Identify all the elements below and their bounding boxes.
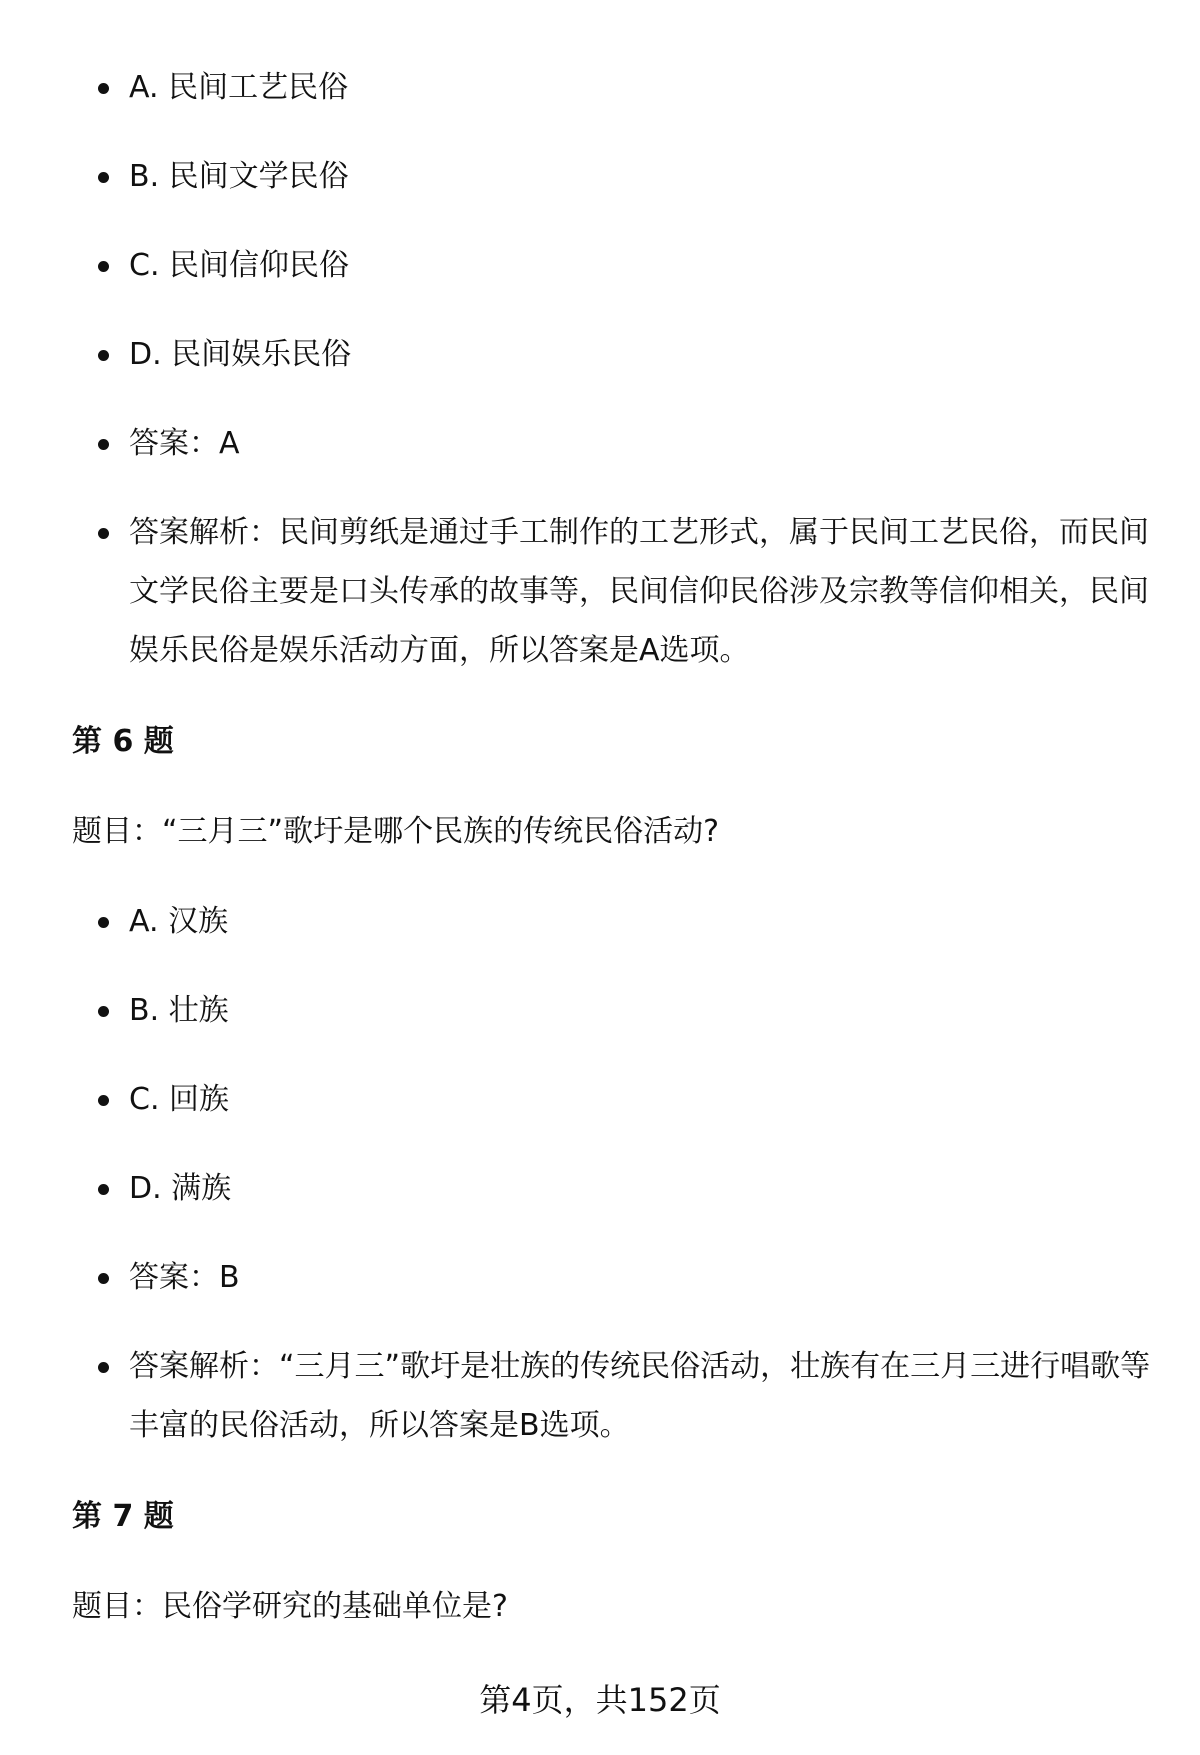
answer-explanation: 答案解析：民间剪纸是通过手工制作的工艺形式，属于民间工艺民俗，而民间文学民俗主要是口头传承的故事等，民间信仰民俗涉及宗教等信仰相关，民间娱乐民俗是娱乐活动方面，所以答案是A选项。 xyxy=(72,503,1152,680)
option-a: A. 汉族 xyxy=(72,892,1152,951)
option-b: B. 民间文学民俗 xyxy=(72,147,1152,206)
question-7-text: 题目：民俗学研究的基础单位是? xyxy=(72,1589,508,1624)
question-7-heading: 第 7 题 xyxy=(72,1499,174,1534)
answer: 答案：B xyxy=(72,1248,1152,1307)
option-d: D. 满族 xyxy=(72,1159,1152,1218)
page-content xyxy=(72,58,1152,1667)
answer: 答案：A xyxy=(72,414,1152,473)
question-6-text: 题目：“三月三”歌圩是哪个民族的传统民俗活动? xyxy=(72,814,720,849)
option-c: C. 回族 xyxy=(72,1070,1152,1129)
option-a: A. 民间工艺民俗 xyxy=(72,58,1152,117)
question-5-options xyxy=(72,58,1152,680)
option-d: D. 民间娱乐民俗 xyxy=(72,325,1152,384)
page-number: 第4页，共152页 xyxy=(479,1681,721,1719)
option-c: C. 民间信仰民俗 xyxy=(72,236,1152,295)
question-6-heading: 第 6 题 xyxy=(72,724,174,759)
option-b: B. 壮族 xyxy=(72,981,1152,1040)
answer-explanation: 答案解析：“三月三”歌圩是壮族的传统民俗活动，壮族有在三月三进行唱歌等丰富的民俗活动，所以答案是B选项。 xyxy=(72,1337,1152,1455)
question-6-options xyxy=(72,892,1152,1455)
